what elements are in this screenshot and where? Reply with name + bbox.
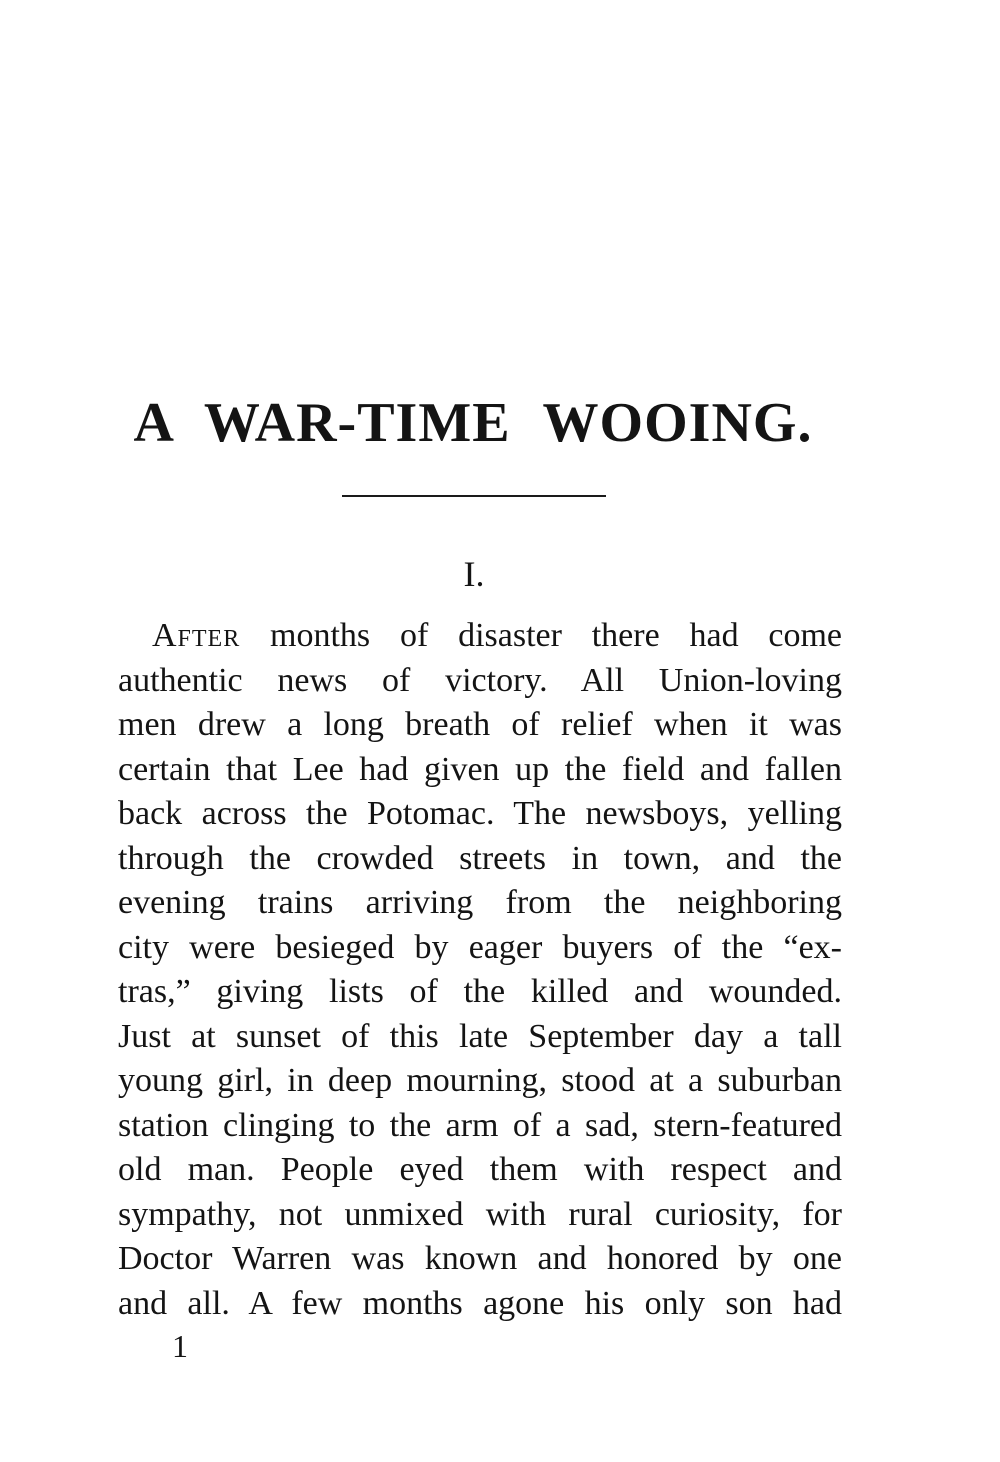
paragraph-line: young girl, in deep mourning, stood at a suburban bbox=[118, 1062, 842, 1099]
page-number: 1 bbox=[172, 1328, 188, 1364]
paragraph-line: After months of disaster there had come bbox=[152, 617, 842, 654]
body-paragraph bbox=[118, 614, 842, 1326]
paragraph-line: Doctor Warren was known and honored by one bbox=[118, 1240, 842, 1277]
title-divider bbox=[342, 495, 606, 497]
paragraph-line: certain that Lee had given up the field and fallen bbox=[118, 750, 842, 788]
paragraph-line: men drew a long breath of relief when it was bbox=[118, 706, 842, 743]
paragraph-line: evening trains arriving from the neighboring bbox=[118, 884, 842, 921]
paragraph-line: station clinging to the arm of a sad, stern-featured bbox=[118, 1106, 842, 1144]
paragraph-line: and all. A few months agone his only son had bbox=[118, 1284, 842, 1322]
drop-word: After bbox=[152, 617, 241, 654]
paragraph-line: authentic news of victory. All Union-loving bbox=[118, 661, 842, 699]
paragraph-line: city were besieged by eager buyers of the “ex- bbox=[118, 928, 842, 966]
chapter-number: I. bbox=[463, 554, 485, 594]
paragraph-line: tras,” giving lists of the killed and wounded. bbox=[118, 973, 842, 1010]
paragraph-line: through the crowded streets in town, and the bbox=[118, 839, 842, 877]
paragraph-line: back across the Potomac. The newsboys, yelling bbox=[118, 795, 842, 832]
story-title: A WAR-TIME WOOING. bbox=[133, 392, 813, 454]
paragraph-line: Just at sunset of this late September day a tall bbox=[118, 1017, 842, 1055]
paragraph-line: old man. People eyed them with respect and bbox=[118, 1151, 842, 1188]
paragraph-line: sympathy, not unmixed with rural curiosity, for bbox=[118, 1195, 842, 1233]
